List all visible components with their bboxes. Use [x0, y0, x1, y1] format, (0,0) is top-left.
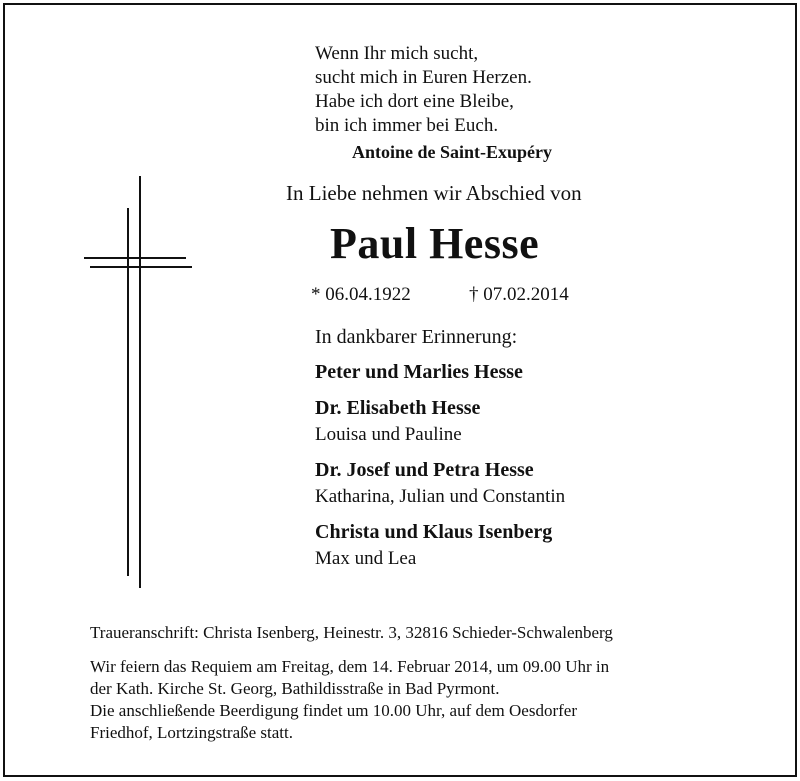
poem [315, 42, 532, 138]
mourner-name: Dr. Elisabeth Hesse [315, 397, 481, 419]
deceased-name: Paul Hesse [330, 219, 540, 268]
remembrance-heading: In dankbarer Erinnerung: [315, 326, 518, 348]
notice-line: Wir feiern das Requiem am Freitag, dem 14. Februar 2014, um 09.00 Uhr in [90, 657, 610, 676]
death-date: † 07.02.2014 [469, 284, 569, 305]
mourner-children: Louisa und Pauline [315, 424, 462, 445]
poem-author: Antoine de Saint-Exupéry [352, 142, 553, 162]
mourner-group [315, 358, 565, 386]
notice-line: Die anschließende Beerdigung findet um 10.00 Uhr, auf dem Oesdorfer [90, 701, 577, 720]
mourner-name: Peter und Marlies Hesse [315, 361, 523, 383]
mourner-children: Max und Lea [315, 548, 417, 569]
mourner-group [315, 518, 565, 572]
mourner-children: Katharina, Julian und Constantin [315, 486, 566, 507]
mourner-name: Dr. Josef und Petra Hesse [315, 459, 534, 481]
mourners-list [315, 358, 565, 580]
poem-line: sucht mich in Euren Herzen. [315, 67, 532, 88]
mourner-name: Christa und Klaus Isenberg [315, 521, 553, 543]
poem-line: Wenn Ihr mich sucht, [315, 43, 479, 64]
cross-icon [80, 176, 200, 588]
intro-text: In Liebe nehmen wir Abschied von [286, 181, 582, 205]
notice-line: der Kath. Kirche St. Georg, Bathildisstraße in Bad Pyrmont. [90, 679, 500, 698]
poem-line: Habe ich dort eine Bleibe, [315, 91, 514, 112]
mourner-group [315, 456, 565, 510]
mourning-address: Traueranschrift: Christa Isenberg, Heinestr. 3, 32816 Schieder-Schwalenberg [90, 623, 613, 642]
service-notice [90, 656, 609, 744]
mourner-group [315, 394, 565, 448]
poem-line: bin ich immer bei Euch. [315, 115, 499, 136]
notice-line: Friedhof, Lortzingstraße statt. [90, 723, 294, 742]
birth-date: * 06.04.1922 [311, 284, 411, 305]
